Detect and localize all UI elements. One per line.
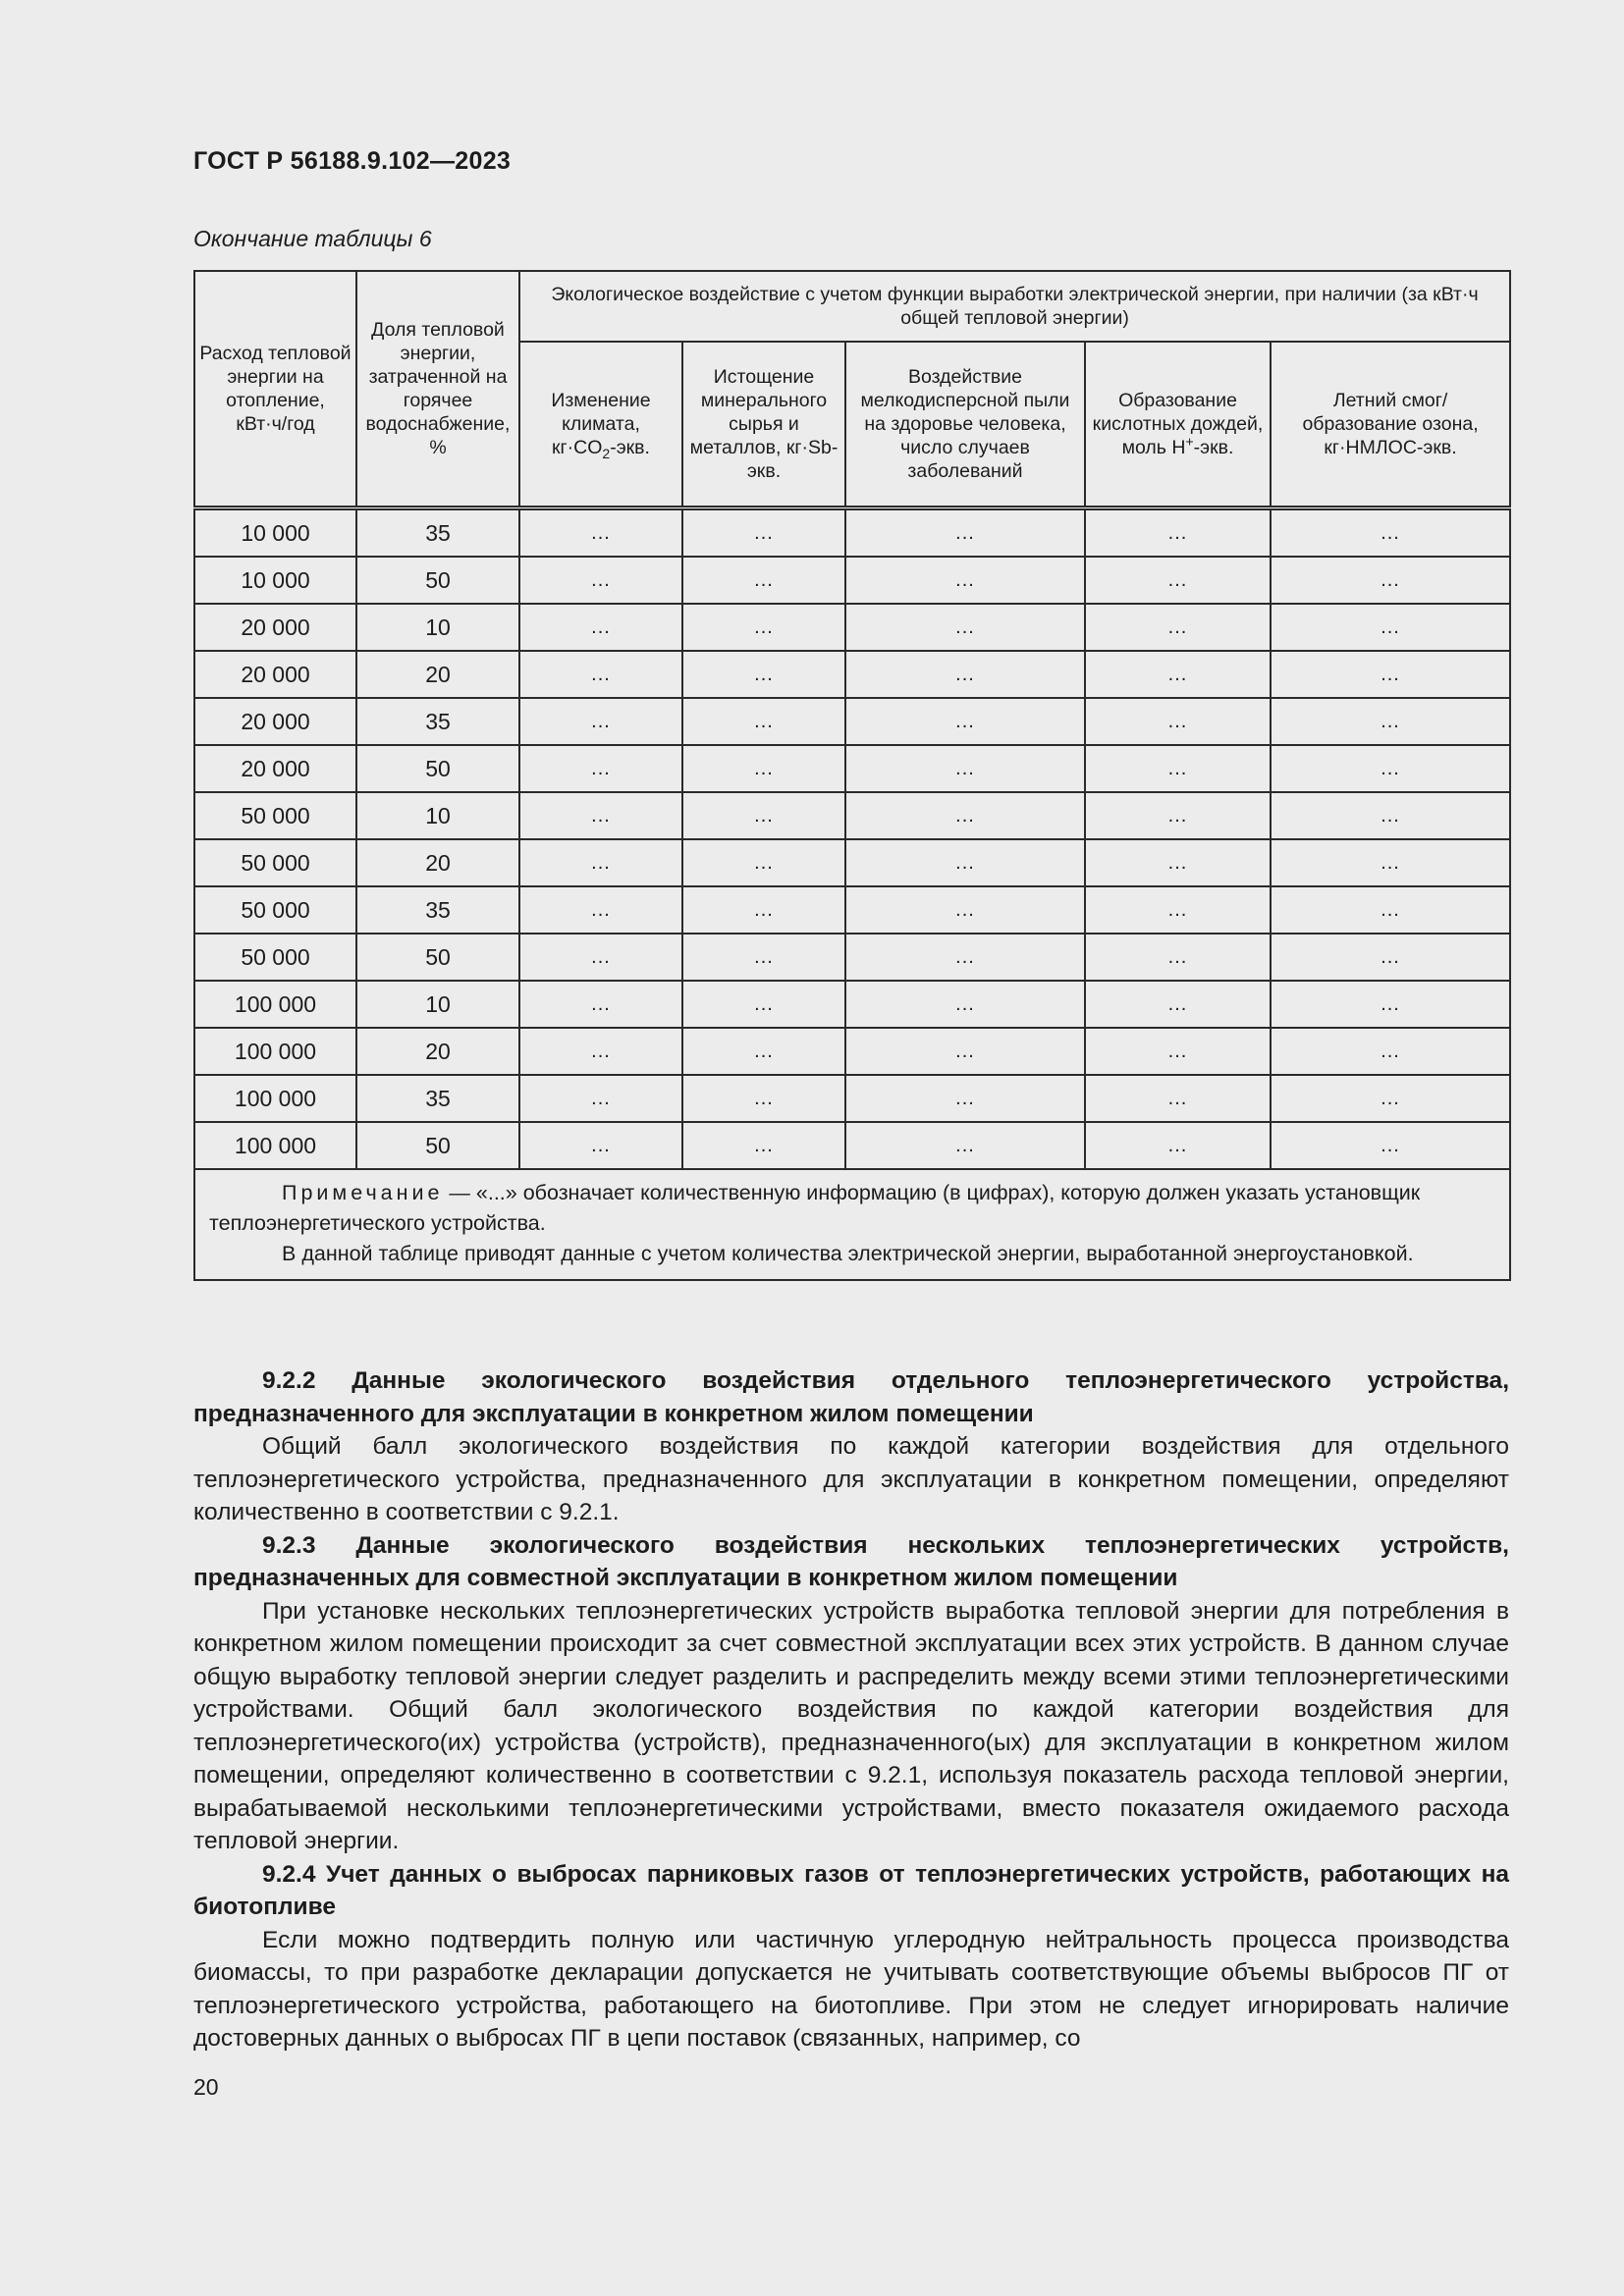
cell-hot-water-share: 50 xyxy=(356,745,519,792)
cell-impact-value: ... xyxy=(682,1122,845,1169)
cell-impact-value: ... xyxy=(519,604,682,651)
cell-heat-consumption: 50 000 xyxy=(194,934,356,981)
cell-impact-value: ... xyxy=(519,792,682,839)
cell-impact-value: ... xyxy=(1271,792,1510,839)
col-header-climate-change: Изменение климата, $кг\cdot CO_2$-экв. xyxy=(519,342,682,508)
cell-impact-value: ... xyxy=(682,934,845,981)
cell-heat-consumption: 100 000 xyxy=(194,1075,356,1122)
cell-impact-value: ... xyxy=(1085,698,1271,745)
cell-impact-value: ... xyxy=(519,1075,682,1122)
col-header-resource-depletion: Истощение минерального сырья и металлов, кг·Sb-экв. xyxy=(682,342,845,508)
col-header-heat-consumption: Расход тепловой энергии на отопление, кВт·ч/год xyxy=(194,271,356,508)
table-row xyxy=(194,1122,1510,1169)
table-row xyxy=(194,745,1510,792)
cell-impact-value: ... xyxy=(845,745,1085,792)
cell-impact-value: ... xyxy=(845,934,1085,981)
cell-impact-value: ... xyxy=(845,698,1085,745)
table-row xyxy=(194,886,1510,934)
cell-impact-value: ... xyxy=(682,604,845,651)
cell-hot-water-share: 50 xyxy=(356,934,519,981)
cell-impact-value: ... xyxy=(1271,1028,1510,1075)
section-heading-9-2-3: 9.2.3 Данные экологического воздействия нескольких теплоэнергетических устройств, предназначенных для совместной эксплуатации в конкретном жилом помещении xyxy=(193,1531,1509,1591)
cell-impact-value: ... xyxy=(1271,604,1510,651)
cell-impact-value: ... xyxy=(1085,604,1271,651)
cell-impact-value: ... xyxy=(519,698,682,745)
section-text-9-2-4: Если можно подтвердить полную или частичную углеродную нейтральность процесса производства биомассы, то при разработке декларации допускается не учитывать соответствующие объемы выбросов ПГ от теплоэнергетического устройства, работающего на биотопливе. При этом не следует игнорировать наличие достоверных данных о выбросах ПГ в цепи поставок (связанных, например, со xyxy=(193,1926,1509,2052)
cell-heat-consumption: 20 000 xyxy=(194,651,356,698)
cell-hot-water-share: 50 xyxy=(356,557,519,604)
cell-impact-value: ... xyxy=(682,886,845,934)
cell-impact-value: ... xyxy=(1271,839,1510,886)
cell-impact-value: ... xyxy=(1085,651,1271,698)
cell-impact-value: ... xyxy=(519,934,682,981)
cell-hot-water-share: 20 xyxy=(356,1028,519,1075)
cell-impact-value: ... xyxy=(845,886,1085,934)
cell-hot-water-share: 20 xyxy=(356,839,519,886)
cell-impact-value: ... xyxy=(682,508,845,558)
cell-impact-value: ... xyxy=(845,651,1085,698)
note-label: Примечание xyxy=(282,1181,444,1204)
section-heading-9-2-4: 9.2.4 Учет данных о выбросах парниковых газов от теплоэнергетических устройств, работающих на биотопливе xyxy=(193,1860,1509,1920)
cell-impact-value: ... xyxy=(1271,934,1510,981)
cell-impact-value: ... xyxy=(1085,1075,1271,1122)
cell-impact-value: ... xyxy=(682,839,845,886)
data-table xyxy=(193,270,1511,1281)
table-row xyxy=(194,839,1510,886)
cell-impact-value: ... xyxy=(1271,981,1510,1028)
cell-impact-value: ... xyxy=(1085,508,1271,558)
cell-impact-value: ... xyxy=(1271,1075,1510,1122)
cell-impact-value: ... xyxy=(845,839,1085,886)
page-number: 20 xyxy=(193,2074,219,2100)
col-header-particulate-matter: Воздействие мелкодисперсной пыли на здоровье человека, число случаев заболеваний xyxy=(845,342,1085,508)
cell-impact-value: ... xyxy=(519,557,682,604)
note-text-1: — «...» обозначает количественную информацию (в цифрах), которую должен указать установщик теплоэнергетического устройства. xyxy=(209,1181,1421,1235)
cell-impact-value: ... xyxy=(1085,792,1271,839)
cell-impact-value: ... xyxy=(682,698,845,745)
cell-impact-value: ... xyxy=(1271,745,1510,792)
cell-impact-value: ... xyxy=(519,839,682,886)
cell-impact-value: ... xyxy=(1085,745,1271,792)
cell-impact-value: ... xyxy=(519,981,682,1028)
cell-impact-value: ... xyxy=(682,651,845,698)
section-heading-9-2-2: 9.2.2 Данные экологического воздействия отдельного теплоэнергетического устройства, предназначенного для эксплуатации в конкретном жилом помещении xyxy=(193,1367,1509,1427)
cell-heat-consumption: 100 000 xyxy=(194,981,356,1028)
table-note xyxy=(194,1169,1510,1280)
cell-impact-value: ... xyxy=(1085,839,1271,886)
section-text-9-2-3: При установке нескольких теплоэнергетических устройств выработка тепловой энергии для потребления в конкретном жилом помещении происходит за счет совместной эксплуатации всех этих устройств. В данном случае общую выработку тепловой энергии следует разделить и распределить между всеми этими теплоэнергетическими устройствами. Общий балл экологического воздействия по каждой категории воздействия для теплоэнергетического(их) устройства (устройств), предназначенного(ых) для эксплуатации в конкретном жилом помещении, определяют количественно в соответствии с 9.2.1, используя показатель расхода тепловой энергии, вырабатываемой несколькими теплоэнергетическими устройствами, вместо показателя ожидаемого расхода тепловой энергии. xyxy=(193,1597,1509,1854)
cell-impact-value: ... xyxy=(519,1122,682,1169)
cell-heat-consumption: 50 000 xyxy=(194,886,356,934)
table-row xyxy=(194,981,1510,1028)
body-text xyxy=(193,1364,1509,2056)
cell-impact-value: ... xyxy=(1271,651,1510,698)
cell-hot-water-share: 35 xyxy=(356,1075,519,1122)
cell-impact-value: ... xyxy=(845,557,1085,604)
cell-heat-consumption: 20 000 xyxy=(194,698,356,745)
cell-hot-water-share: 20 xyxy=(356,651,519,698)
table-row xyxy=(194,557,1510,604)
cell-impact-value: ... xyxy=(519,886,682,934)
cell-impact-value: ... xyxy=(682,1028,845,1075)
cell-impact-value: ... xyxy=(845,792,1085,839)
col-header-acidification: Образование кислотных дождей, моль H+-экв. xyxy=(1085,342,1271,508)
cell-hot-water-share: 35 xyxy=(356,508,519,558)
cell-impact-value: ... xyxy=(1271,508,1510,558)
table-row xyxy=(194,698,1510,745)
cell-impact-value: ... xyxy=(1085,934,1271,981)
col-header-environmental-impact: Экологическое воздействие с учетом функции выработки электрической энергии, при наличии (за кВт·ч общей тепловой энергии) xyxy=(519,271,1510,342)
cell-hot-water-share: 10 xyxy=(356,792,519,839)
cell-impact-value: ... xyxy=(1271,557,1510,604)
table-row xyxy=(194,934,1510,981)
table-body xyxy=(194,508,1510,1170)
document-designation: ГОСТ Р 56188.9.102—2023 xyxy=(193,147,512,175)
cell-hot-water-share: 10 xyxy=(356,604,519,651)
section-text-9-2-2: Общий балл экологического воздействия по каждой категории воздействия для отдельного теплоэнергетического устройства, предназначенного для эксплуатации в конкретном помещении, определяют количественно в соответствии с 9.2.1. xyxy=(193,1433,1509,1525)
table-row xyxy=(194,792,1510,839)
cell-hot-water-share: 10 xyxy=(356,981,519,1028)
table-caption: Окончание таблицы 6 xyxy=(193,226,432,251)
cell-impact-value: ... xyxy=(845,604,1085,651)
cell-impact-value: ... xyxy=(1271,1122,1510,1169)
cell-impact-value: ... xyxy=(1085,1122,1271,1169)
cell-heat-consumption: 20 000 xyxy=(194,745,356,792)
cell-impact-value: ... xyxy=(845,981,1085,1028)
cell-heat-consumption: 50 000 xyxy=(194,792,356,839)
cell-impact-value: ... xyxy=(845,1028,1085,1075)
col-header-summer-smog: Летний смог/ образование озона, кг·НМЛОС-экв. xyxy=(1271,342,1510,508)
cell-impact-value: ... xyxy=(682,792,845,839)
cell-impact-value: ... xyxy=(519,1028,682,1075)
cell-impact-value: ... xyxy=(1085,981,1271,1028)
table-row xyxy=(194,508,1510,558)
cell-hot-water-share: 35 xyxy=(356,886,519,934)
cell-heat-consumption: 100 000 xyxy=(194,1028,356,1075)
cell-impact-value: ... xyxy=(845,508,1085,558)
cell-hot-water-share: 50 xyxy=(356,1122,519,1169)
table-row xyxy=(194,604,1510,651)
cell-impact-value: ... xyxy=(682,745,845,792)
cell-impact-value: ... xyxy=(845,1075,1085,1122)
cell-impact-value: ... xyxy=(682,557,845,604)
table-row xyxy=(194,1075,1510,1122)
col-header-hot-water-share: Доля тепловой энергии, затраченной на горячее водоснабжение, % xyxy=(356,271,519,508)
note-text-2: В данной таблице приводят данные с учетом количества электрической энергии, выработанной энергоустановкой. xyxy=(282,1242,1414,1265)
cell-impact-value: ... xyxy=(845,1122,1085,1169)
cell-impact-value: ... xyxy=(682,1075,845,1122)
cell-heat-consumption: 20 000 xyxy=(194,604,356,651)
cell-hot-water-share: 35 xyxy=(356,698,519,745)
table-row xyxy=(194,651,1510,698)
table-row xyxy=(194,1028,1510,1075)
cell-impact-value: ... xyxy=(519,745,682,792)
cell-impact-value: ... xyxy=(1271,886,1510,934)
cell-impact-value: ... xyxy=(682,981,845,1028)
cell-heat-consumption: 100 000 xyxy=(194,1122,356,1169)
cell-impact-value: ... xyxy=(519,508,682,558)
cell-impact-value: ... xyxy=(1085,1028,1271,1075)
cell-impact-value: ... xyxy=(1085,886,1271,934)
cell-impact-value: ... xyxy=(1271,698,1510,745)
cell-heat-consumption: 10 000 xyxy=(194,557,356,604)
cell-heat-consumption: 50 000 xyxy=(194,839,356,886)
cell-heat-consumption: 10 000 xyxy=(194,508,356,558)
cell-impact-value: ... xyxy=(519,651,682,698)
cell-impact-value: ... xyxy=(1085,557,1271,604)
